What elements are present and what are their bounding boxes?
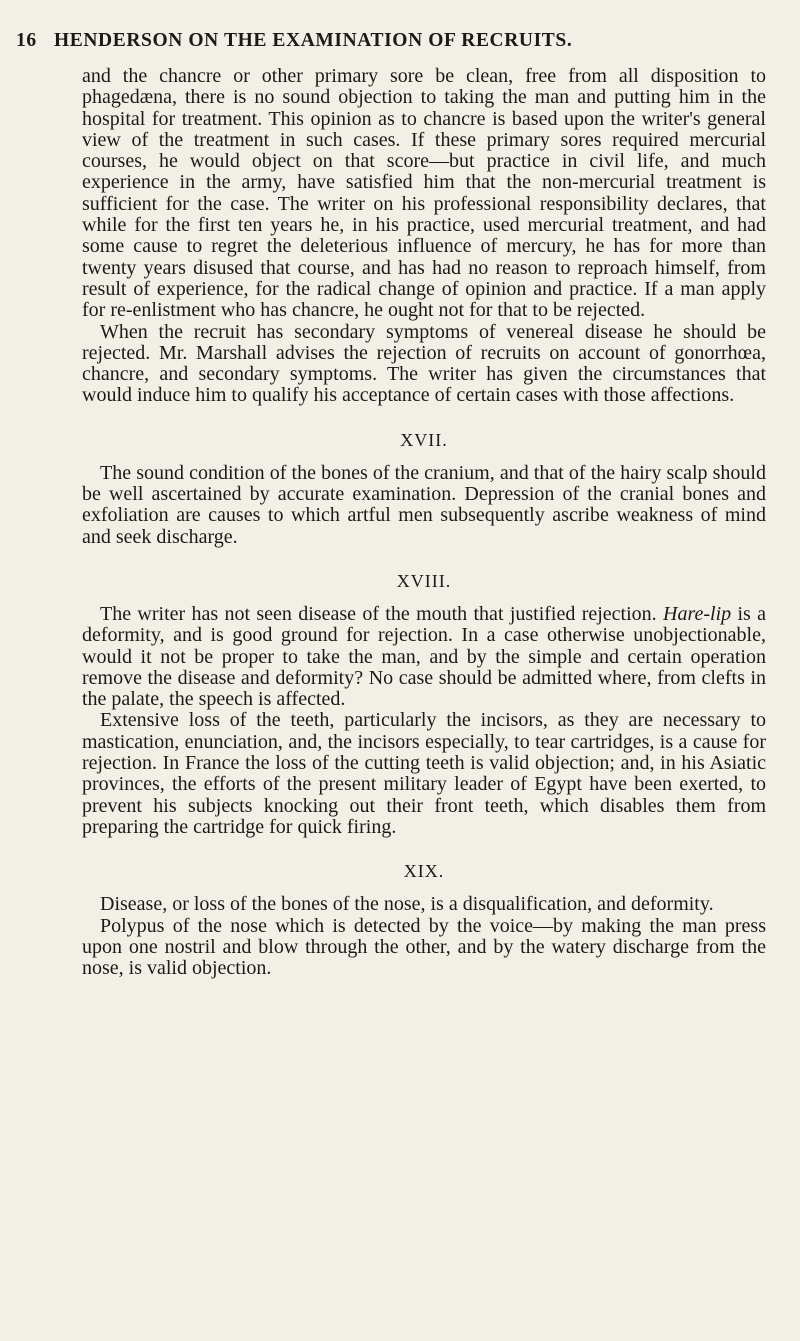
paragraph-cranium: The sound condition of the bones of the cranium, and that of the hairy scalp should be well ascertained by accurate examination. Depression of the cranial bones and exfoliation are causes to which artful men subsequently ascribe weakness of mind and seek discharge. [82, 461, 766, 548]
page-body [82, 66, 766, 979]
paragraph-chancre-treatment: and the chancre or other primary sore be clean, free from all disposition to phagedæna, there is no sound objection to taking the man and putting him in the hospital for treatment. This opinion as to chancre is based upon the writer's general view of the treatment in such cases. If these primary sores required mercurial courses, he would object on that score—but practice in civil life, and much experience in the army, have satisfied him that the non-mercurial treatment is sufficient for the case. The writer on his professional responsibility declares, that while for the first ten years he, in his practice, used mercurial treatment, and had some cause to regret the deleterious influence of mercury, he has for more than twenty years disused that course, and has had no reason to reproach himself, from result of experience, for the radical change of opinion and practice. If a man apply for re-enlistment who has chancre, he ought not for that to be rejected. [82, 65, 766, 322]
paragraph-mouth-harelip [82, 604, 766, 710]
section-heading-xviii: XVIII. [396, 570, 452, 591]
running-head [16, 30, 770, 52]
section-heading-xix: XIX. [403, 861, 445, 882]
paragraph-secondary-symptoms: When the recruit has secondary symptoms of venereal disease he should be rejected. Mr. Marshall advises the rejection of recruits on account of gonorrhœa, chancre, and secondary symptoms. The writer has given the circumstances that would induce him to qualify his acceptance of certain cases with those affections. [82, 320, 766, 407]
paragraph-polypus: Polypus of the nose which is detected by the voice—by making the man press upon one nostril and blow through the other, and by the watery discharge from the nose, is valid objection. [82, 914, 766, 980]
mouth-text-b: is a deformity, and is good ground for rejection. In a case otherwise unobjectionable, would it not be proper to take the man, and by the simple and certain operation remove the disease and deformity? No case should be admitted where, from clefts in the palate, the speech is affected. [82, 602, 767, 711]
paragraph-nose-bones: Disease, or loss of the bones of the nose, is a disqualification, and deformity. [100, 893, 714, 916]
harelip-term: Hare-lip [663, 602, 732, 625]
section-heading-xvii: XVII. [400, 429, 448, 450]
mouth-text-a: The writer has not seen disease of the mouth that justified rejection. [100, 602, 657, 625]
running-title: HENDERSON ON THE EXAMINATION OF RECRUITS. [54, 30, 573, 51]
paragraph-teeth: Extensive loss of the teeth, particularly the incisors, as they are necessary to mastication, enunciation, and, the incisors especially, to tear cartridges, is a cause for rejection. In France the loss of the cutting teeth is valid objection; and, in his Asiatic provinces, the efforts of the present military leader of Egypt have been exerted, to prevent his subjects knocking out their front teeth, which disables them from preparing the cartridge for quick firing. [82, 709, 766, 838]
page-number: 16 [16, 30, 37, 51]
